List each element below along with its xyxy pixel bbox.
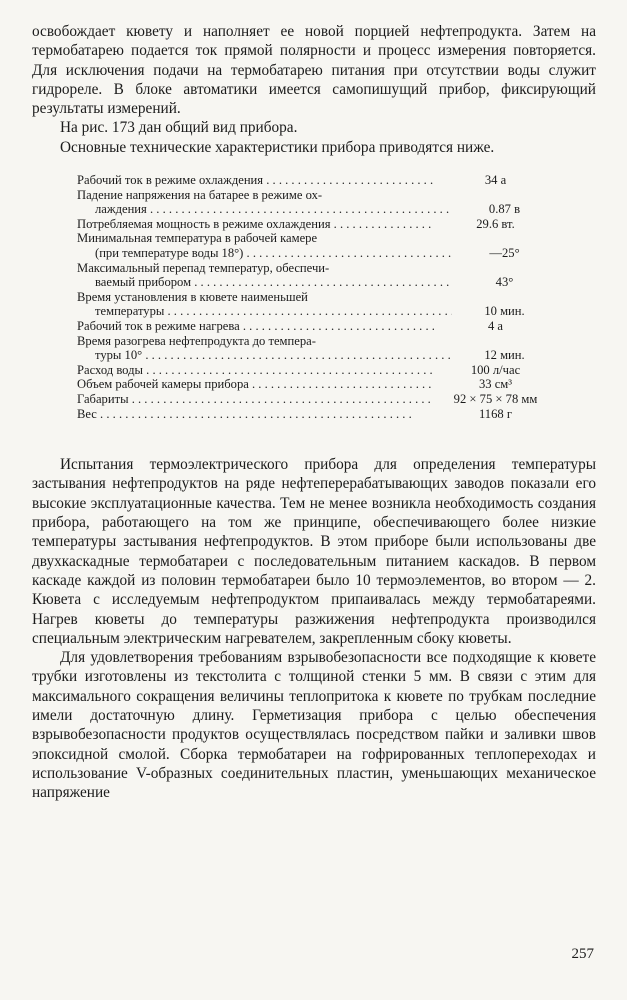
spec-row <box>77 261 557 276</box>
spec-value-empty <box>434 188 557 203</box>
spec-value-empty <box>434 261 557 276</box>
spec-value-empty <box>434 290 557 305</box>
spec-value-empty <box>434 231 557 246</box>
spec-row <box>77 202 557 217</box>
spec-label: (при температуре воды 18°) . . . <box>77 246 452 261</box>
spec-value: 10 мин. <box>484 304 525 319</box>
spec-row <box>77 407 557 422</box>
spec-value: 92 × 75 × 78 мм <box>453 391 538 406</box>
spec-row <box>77 377 557 392</box>
paragraph-intro: освобождает кювету и наполняет ее новой порцией нефтепродукта. Затем на термобатарею подается ток прямой полярности и процесс измерения повторяется. Для исключения подачи на термобатарею питания при отсутствии воды служит гидрореле. В блоке автоматики имеется самопишущий прибор, фиксирующий результаты измерений. <box>32 23 596 118</box>
specs-list <box>77 173 557 421</box>
spec-label: Рабочий ток в режиме охлаждения . . . <box>77 173 434 188</box>
spec-label: Расход воды . . . <box>77 363 434 378</box>
paragraph-figure-ref: На рис. 173 дан общий вид прибора. <box>60 119 298 137</box>
spec-value: 1168 г <box>478 406 513 421</box>
spec-value: 4 а <box>487 319 504 334</box>
spec-value: 33 см³ <box>478 377 513 392</box>
spec-value: 12 мин. <box>484 348 525 363</box>
spec-label: температуры . . . <box>77 304 452 319</box>
spec-row <box>77 392 557 407</box>
spec-row <box>77 304 557 319</box>
spec-row <box>77 334 557 349</box>
spec-label: Потребляемая мощность в режиме охлаждения . . . <box>77 217 434 232</box>
spec-value: 29.6 вт. <box>476 216 515 231</box>
spec-row <box>77 275 557 290</box>
spec-row <box>77 363 557 378</box>
spec-label: Вес . . . <box>77 407 434 422</box>
spec-label: Габариты . . . <box>77 392 434 407</box>
page-number: 257 <box>571 946 594 962</box>
spec-value-empty <box>434 334 557 349</box>
spec-row <box>77 246 557 261</box>
spec-row <box>77 173 557 188</box>
spec-row <box>77 217 557 232</box>
spec-row <box>77 319 557 334</box>
spec-label: ваемый прибором . . . <box>77 275 452 290</box>
spec-row <box>77 290 557 305</box>
spec-label: Объем рабочей камеры прибора . . . <box>77 377 434 392</box>
spec-value: 100 л/час <box>470 362 521 377</box>
paragraph-tests: Испытания термоэлектрического прибора для определения температуры застывания нефтепродуктов на ряде нефтеперерабатывающих заводов показали его высокие эксплуатационные качества. Тем не менее возникла необходимость создания прибора, работающего на том же принципе, обеспечивающего более низкие температуры застывания нефтепродуктов. В этом приборе были использованы две двухкаскадные термобатареи с последовательным питанием каскадов. В первом каскаде каждой из половин термобатареи было 10 термоэлементов, во втором — 2. Кювета с исследуемым нефтепродуктом припаивалась между термобатареями. Нагрев кюветы до температуры разжижения нефтепродукта производился специальным электрическим нагревателем, закрепленным сбоку кюветы. <box>32 456 596 647</box>
spec-row <box>77 348 557 363</box>
spec-value: 43° <box>495 275 514 290</box>
spec-row <box>77 231 557 246</box>
spec-label: Время установления в кювете наименьшей <box>77 289 308 304</box>
paragraph-safety: Для удовлетворения требованиям взрывобезопасности все подходящие к кювете трубки изготовлены из текстолита с толщиной стенки 5 мм. В связи с этим для максимального сокращения величины теплопритока к кювете по трубкам последние имели достаточную длину. Герметизация прибора с целью обеспечения взрывобезопасности продуктов осуществлялась посредством пайки и заливки швов эпоксидной смолой. Сборка термобатареи на гофрированных теплопереходах и использование V-образных соединительных пластин, уменьшающих механическое напряжение <box>32 649 596 802</box>
spec-row <box>77 188 557 203</box>
page-text <box>32 22 596 803</box>
spec-label: Минимальная температура в рабочей камере <box>77 231 318 246</box>
spec-label: туры 10° . . . <box>77 348 452 363</box>
spec-label: лаждения . . . <box>77 202 452 217</box>
spec-label: Падение напряжения на батарее в режиме ох- <box>77 187 323 202</box>
spec-label: Время разогрева нефтепродукта до темпера- <box>77 333 316 348</box>
spec-value: —25° <box>489 246 520 261</box>
spec-value: 34 а <box>484 173 507 188</box>
spec-label: Рабочий ток в режиме нагрева . . . <box>77 319 434 334</box>
spec-label: Максимальный перепад температур, обеспечи- <box>77 260 330 275</box>
spec-value: 0.87 в <box>488 202 521 217</box>
paragraph-specs-intro: Основные технические характеристики прибора приводятся ниже. <box>60 138 495 156</box>
